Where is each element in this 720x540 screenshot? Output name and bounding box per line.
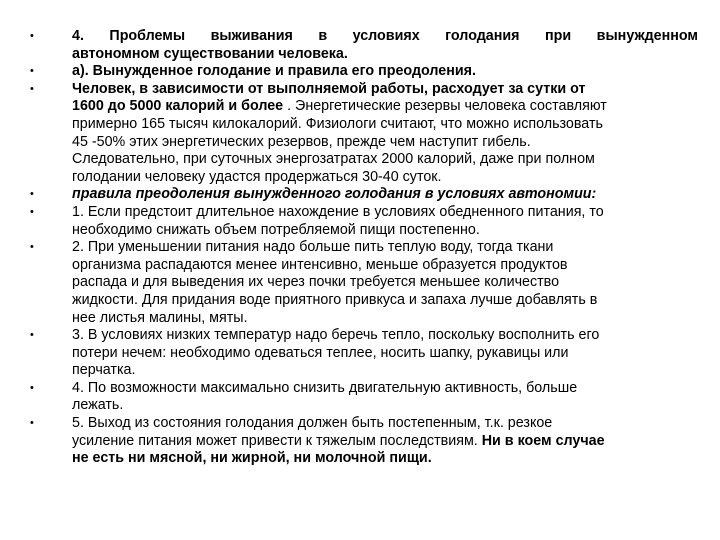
bullet-list xyxy=(30,28,698,468)
text-line: примерно 165 тысяч килокалорий. Физиологи считают, что можно использовать xyxy=(72,115,603,132)
text-line: правила преодоления вынужденного голодания в условиях автономии: xyxy=(72,186,597,203)
text-line: 4. По возможности максимально снизить двигательную активность, больше xyxy=(72,379,578,396)
text-run: . Энергетические резервы человека составляют xyxy=(283,98,607,115)
text-line: распада и для выведения их через почки требуется меньшее количество xyxy=(72,274,560,291)
text-line: 3. В условиях низких температур надо беречь тепло, поскольку восполнить его xyxy=(72,327,600,344)
list-item xyxy=(30,63,698,81)
text-line: 1. Если предстоит длительное нахождение в условиях обедненного питания, то xyxy=(72,203,604,220)
text-line xyxy=(72,433,698,451)
text-line: нее листья малины, мяты. xyxy=(72,309,248,326)
text-line xyxy=(72,98,698,116)
list-item xyxy=(30,239,698,327)
list-item xyxy=(30,28,698,63)
bullet-icon: • xyxy=(30,65,34,78)
bullet-icon: • xyxy=(30,188,34,201)
bullet-icon: • xyxy=(30,381,34,394)
text-run: усиление питания может привести к тяжелым последствиям. xyxy=(72,432,482,449)
text-line: организма распадаются менее интенсивно, меньше образуется продуктов xyxy=(72,256,568,273)
list-item xyxy=(30,327,698,380)
text-line: перчатка. xyxy=(72,362,136,379)
text-line: Следовательно, при суточных энергозатратах 2000 калорий, даже при полном xyxy=(72,151,595,168)
text-line: 4. Проблемы выживания в условиях голодания при вынужденном xyxy=(72,28,698,44)
text-line: а). Вынужденное голодание и правила его преодоления. xyxy=(72,63,476,80)
text-run: Ни в коем случае xyxy=(481,432,605,449)
text-line: необходимо снижать объем потребляемой пищи постепенно. xyxy=(72,221,480,238)
list-item xyxy=(30,204,698,239)
text-line: голодании человеку удастся продержаться 30-40 суток. xyxy=(72,168,442,185)
text-line: не есть ни мясной, ни жирной, ни молочной пищи. xyxy=(72,450,432,467)
text-line: потери нечем: необходимо одеваться теплее, носить шапку, рукавицы или xyxy=(72,344,569,361)
bullet-icon: • xyxy=(30,82,34,95)
bullet-icon: • xyxy=(30,205,34,218)
text-line: автономном существовании человека. xyxy=(72,45,348,62)
list-item xyxy=(30,81,698,187)
text-line: 5. Выход из состояния голодания должен быть постепенным, т.к. резкое xyxy=(72,415,553,432)
list-item xyxy=(30,415,698,468)
bullet-icon: • xyxy=(30,329,34,342)
bullet-icon: • xyxy=(30,241,34,254)
text-line: 45 -50% этих энергетических резервов, прежде чем наступит гибель. xyxy=(72,133,531,150)
text-line: Человек, в зависимости от выполняемой работы, расходует за сутки от xyxy=(72,80,586,97)
text-run: 1600 до 5000 калорий и более xyxy=(72,98,284,115)
text-line: жидкости. Для придания воде приятного привкуса и запаха лучше добавлять в xyxy=(72,291,598,308)
list-item xyxy=(30,186,698,204)
text-line: 2. При уменьшении питания надо больше пить теплую воду, тогда ткани xyxy=(72,239,554,256)
bullet-icon: • xyxy=(30,30,34,42)
bullet-icon: • xyxy=(30,417,34,430)
list-item xyxy=(30,380,698,415)
text-line: лежать. xyxy=(72,397,124,414)
